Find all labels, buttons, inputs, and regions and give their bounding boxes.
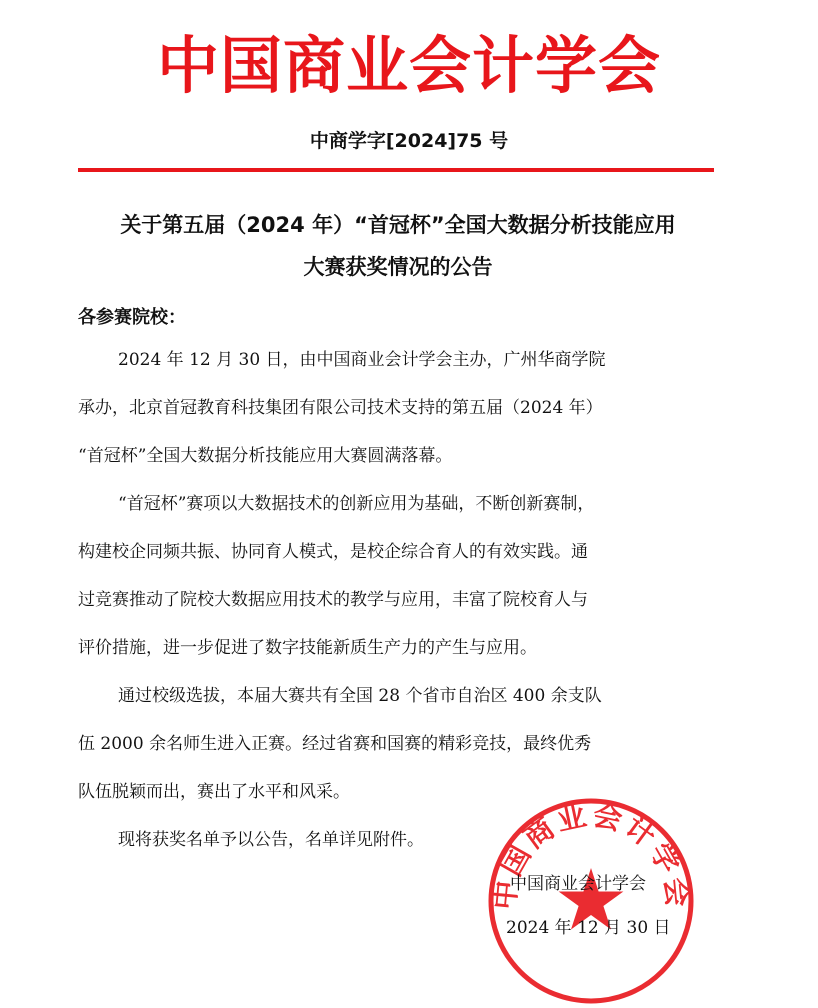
org-header-title: 中国商业会计学会	[156, 29, 661, 102]
svg-text:中国商业会计学会: 中国商业会计学会	[486, 797, 696, 912]
body-line-3: “首冠杯”全国大数据分析技能应用大赛圆满落幕。	[78, 446, 453, 466]
signature-org: 中国商业会计学会	[510, 874, 646, 894]
body-line-4: “首冠杯”赛项以大数据技术的创新应用为基础，不断创新赛制，	[118, 494, 595, 514]
document-number: 中商学字[2024]75 号	[309, 130, 509, 152]
red-divider-line	[78, 168, 714, 172]
title-line-2: 大赛获奖情况的公告	[303, 255, 493, 279]
body-line-8: 通过校级选拔，本届大赛共有全国 28 个省市自治区 400 余支队	[118, 686, 602, 706]
signature-date: 2024 年 12 月 30 日	[506, 918, 671, 938]
body-line-9: 伍 2000 余名师生进入正赛。经过省赛和国赛的精彩竞技，最终优秀	[78, 734, 592, 754]
body-line-11: 现将获奖名单予以公告，名单详见附件。	[118, 830, 424, 850]
body-line-1: 2024 年 12 月 30 日，由中国商业会计学会主办，广州华商学院	[118, 350, 606, 370]
salutation: 各参赛院校：	[78, 307, 186, 328]
body-line-7: 评价措施，进一步促进了数字技能新质生产力的产生与应用。	[78, 638, 537, 658]
body-line-2: 承办，北京首冠教育科技集团有限公司技术支持的第五届（2024 年）	[78, 398, 603, 418]
body-line-6: 过竞赛推动了院校大数据应用技术的教学与应用，丰富了院校育人与	[78, 590, 588, 610]
announcement-title	[78, 204, 718, 288]
body-line-5: 构建校企同频共振、协同育人模式，是校企综合育人的有效实践。通	[78, 542, 588, 562]
title-line-1: 关于第五届（2024 年）“首冠杯”全国大数据分析技能应用	[120, 213, 676, 237]
body-line-10: 队伍脱颖而出，赛出了水平和风采。	[78, 782, 350, 802]
